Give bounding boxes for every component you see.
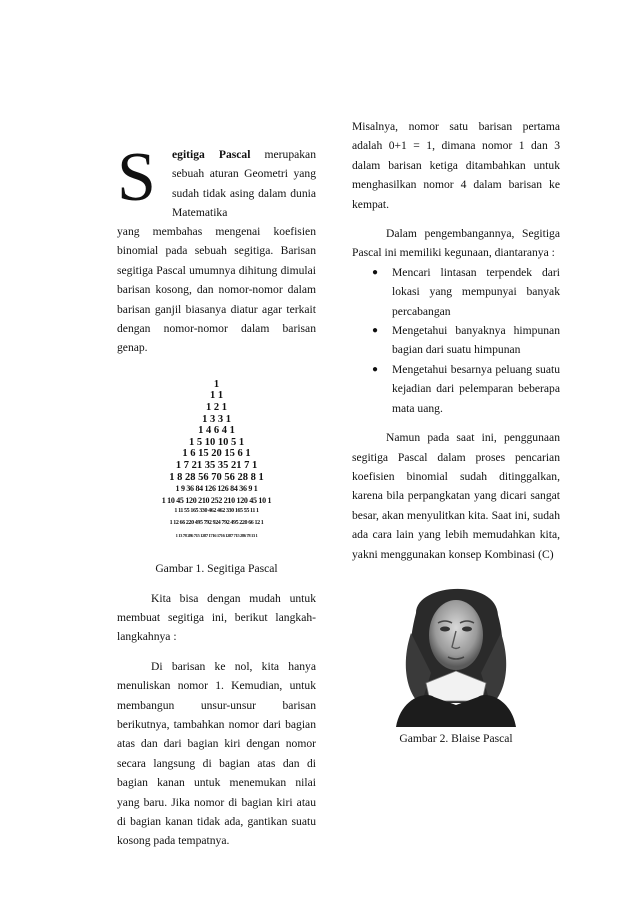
paragraph-modern: Namun pada saat ini, penggunaan segitiga Pascal dalam proses pencarian koefisien binomial sudah ditinggalkan, karena bila perpangkatan yang dicari sangat besar, akan menyulitkan kita. Saat ini, sudah ada cara lain yang lebih memudahkan kita, yakni menggunakan konsep Kombinasi (C): [352, 431, 560, 561]
triangle-row: 1 9 36 84 126 126 84 36 9 1: [175, 484, 258, 494]
blaise-pascal-portrait: [386, 573, 526, 727]
uses-list: [352, 263, 560, 418]
list-item: [372, 321, 560, 360]
triangle-row: 1 5 10 10 5 1: [188, 436, 245, 448]
list-item-text: Mencari lintasan terpendek dari lokasi yang mempunyai banyak percabangan: [392, 265, 560, 318]
intro-line: merupakan: [250, 148, 317, 161]
triangle-row: 1 4 6 4 1: [198, 425, 235, 437]
triangle-row: 1 8 28 56 70 56 28 8 1: [169, 471, 264, 483]
triangle-row: 1 7 21 35 35 21 7 1: [175, 460, 258, 471]
paragraph-example: Misalnya, nomor satu barisan pertama adalah 0+1 = 1, dimana nomor 1 dan 3 dalam barisan ketiga ditambahkan untuk menghasilkan nomor 4 dalam barisan ke kempat.: [352, 120, 560, 211]
portrait-icon: [386, 573, 526, 727]
list-item-text: Mengetahui besarnya peluang suatu kejadian dari pelemparan beberapa mata uang.: [392, 362, 560, 415]
bullet-icon: ●: [372, 363, 379, 375]
bullet-icon: ●: [372, 266, 379, 278]
intro-paragraph: yang membahas mengenai koefisien binomial pada sebuah segitiga. Barisan segitiga Pascal umumnya dihitung dimulai barisan kosong, dan nomor-nomor dalam barisan ganjil biasanya diatur agar terkait dengan nomor-nomor dalam barisan genap.: [117, 225, 316, 355]
triangle-row: 1 1: [209, 390, 224, 402]
triangle-row: 1 2 1: [206, 402, 227, 414]
intro-line: yang sudah tidak asing: [172, 167, 316, 200]
list-item: [372, 263, 560, 321]
pascal-triangle-figure: [117, 379, 316, 579]
right-column: [352, 117, 560, 748]
triangle-row: 1 3 3 1: [202, 413, 231, 425]
pascal-triangle: [117, 379, 316, 541]
intro-block: [117, 139, 317, 222]
triangle-row: 1 13 78 286 715 1287 1716 1716 1287 715 286 78 13 1: [175, 532, 258, 538]
drop-cap: S: [117, 139, 156, 216]
list-item: [372, 360, 560, 418]
intro-line: sebuah aturan Geometri: [172, 167, 288, 181]
paragraph-uses-intro: Dalam pengembangannya, Segitiga Pascal ini memiliki kegunaan, diantaranya :: [352, 227, 560, 260]
intro-indented-text: [172, 145, 316, 223]
paragraph-steps-intro: Kita bisa dengan mudah untuk membuat segitiga ini, berikut langkah-langkahnya :: [117, 591, 316, 644]
triangle-row: 1 11 55 165 330 462 462 330 165 55 11 1: [174, 508, 259, 515]
triangle-row: 1 12 66 220 495 792 924 792 495 220 66 12 1: [169, 519, 264, 526]
list-item-text: Mengetahui banyaknya himpunan bagian dari suatu himpunan: [392, 324, 560, 357]
left-column: [117, 139, 317, 851]
figure2-caption: Gambar 2. Blaise Pascal: [399, 731, 513, 745]
bullet-icon: ●: [372, 325, 379, 337]
figure1-caption: Gambar 1. Segitiga Pascal: [155, 562, 278, 576]
triangle-row: 1 6 15 20 15 6 1: [182, 448, 251, 460]
intro-bold-term: egitiga Pascal: [172, 148, 251, 161]
triangle-row: 1 10 45 120 210 252 210 120 45 10 1: [161, 495, 272, 505]
triangle-row: 1: [213, 378, 220, 390]
intro-line: dalam dunia Matematika: [172, 186, 317, 220]
paragraph-steps: Di barisan ke nol, kita hanya menuliskan nomor 1. Kemudian, untuk membangun unsur-unsur barisan berikutnya, tambahkan nomor dari bagian atas dan dari bagian kiri dengan nomor secara langsung di bagian atas dan di bagian kanan untuk menemukan nilai yang baru. Jika nomor di bagian kiri atau di bagian kanan tidak ada, gantikan suatu kosong pada tempatnya.: [117, 659, 316, 848]
